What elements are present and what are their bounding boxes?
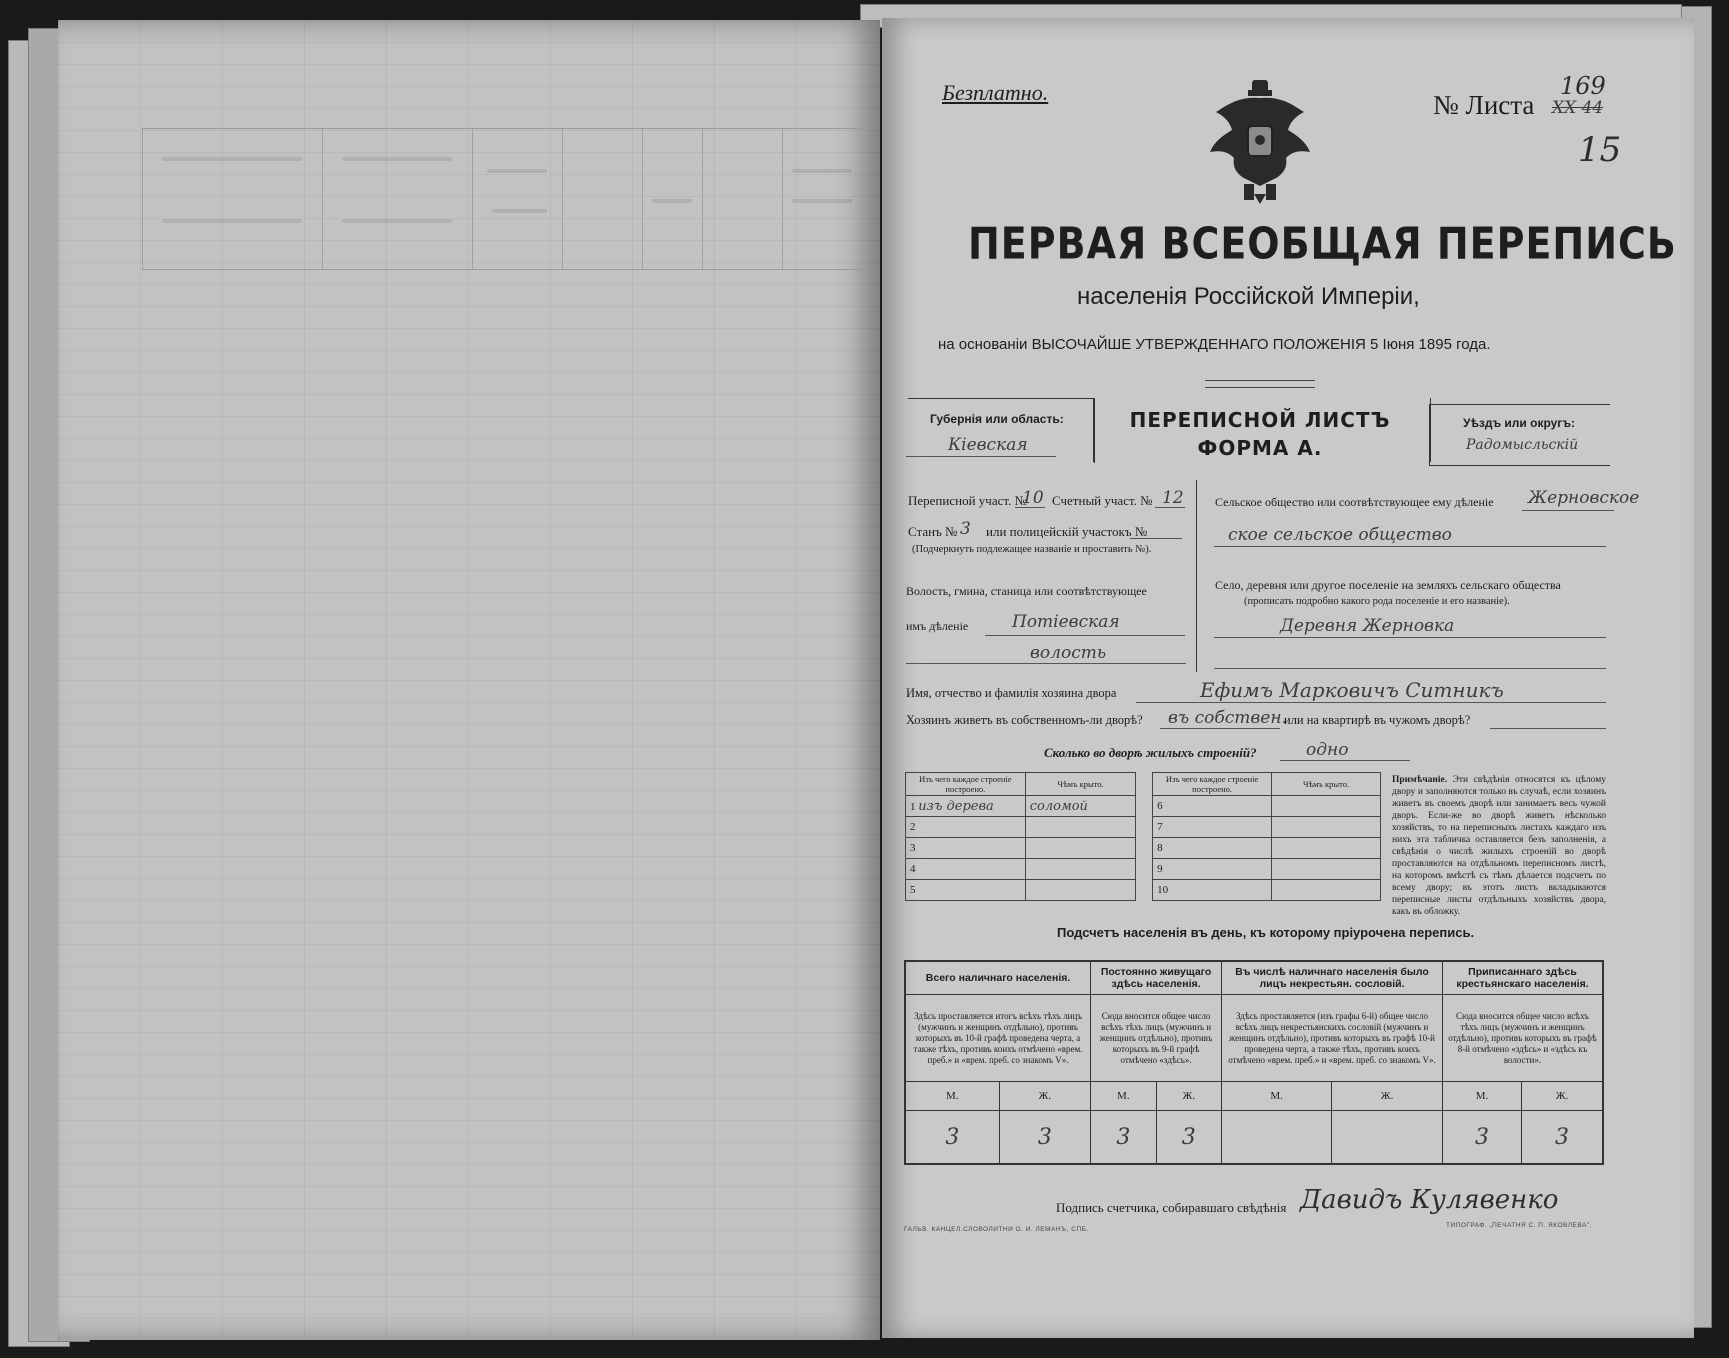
underline-note: (Подчеркнуть подлежащее названіе и проставить №). [912,544,1152,555]
perepis-uch-value: 10 [1022,488,1044,508]
note-body: Эти свѣдѣнія относятся къ цѣлому двору и заполняются только въ случаѣ, если хозяинъ живетъ въ своемъ дворѣ или занимаетъ весь чужой дворъ. Если-же во дворѣ живетъ нѣсколько хозяйствъ, то на переписныхъ листахъ каждаго изъ нихъ эта табличка оставляется безъ заполненія, а свѣдѣнія о числѣ жилыхъ строеній во дворѣ проставляются на отдѣльномъ переписномъ листѣ, на которомъ вмѣстѣ съ тѣмъ дѣлается подсчетъ по всему двору; въ этотъ листъ вкладываются переписные листы отдѣльныхъ хозяйствъ двора, какъ въ обложку. [1392,775,1606,917]
imperial-eagle-emblem [1208,76,1312,206]
signature-value: Давидъ Кулявенко [1300,1185,1559,1215]
stan-label: Станъ № [908,524,958,539]
lives-value: въ собствен. [1168,708,1287,728]
note-text [1392,774,1606,918]
stan-value: 3 [960,519,971,539]
row1-roof: соломой [1029,798,1088,814]
population-title: Подсчетъ населенія въ день, къ которому пріурочена перепись. [1057,925,1475,940]
schet-uch-label: Счетный участ. № [1052,493,1153,508]
form-title: ФОРМА А. [1197,436,1323,460]
selskoe-value: Жерновское [1528,488,1640,508]
pop-noncrestian-m [1222,1111,1332,1165]
footer-right: ТИПОГРАФ. „ПЕЧАТНЯ С. П. ЯКОВЛЕВА". [1446,1222,1592,1229]
pop-permanent-f: 3 [1156,1111,1221,1165]
buildings-col-roof-2: Чѣмъ крыто. [1272,773,1381,796]
selo-value: Деревня Жерновка [1280,616,1455,636]
left-page-table-header [142,128,867,270]
table-row: 3 8 [906,838,1381,859]
pop-permanent-m: 3 [1091,1111,1156,1165]
sheet-side-number: 15 [1578,130,1622,170]
pop-total-m: 3 [905,1111,999,1165]
guberniya-label: Губернія или область: [930,412,1064,426]
list-title: ПЕРЕПИСНОЙ ЛИСТЪ [1129,408,1391,432]
sheet-old-number-struck: XX 44 [1552,98,1604,118]
selskoe-label: Сельское общество или соотвѣтствующее ему дѣленіе [1215,495,1494,509]
table-row: 2 7 [906,817,1381,838]
perepis-uch-label: Переписной участ. № [908,493,1027,508]
owner-label: Имя, отчество и фамилія хозяина двора [906,686,1117,700]
field-divider [1196,480,1197,672]
lives-label-2: или на квартирѣ въ чужомъ дворѣ? [1284,713,1471,727]
pop-col-noncrestian: Въ числѣ наличнаго населенія было лицъ некрестьян. сословій. [1222,961,1443,995]
buildings-label: Сколько во дворѣ жилыхъ строеній? [1044,745,1257,760]
note-label: Примѣчаніе. [1392,775,1448,785]
uezd-value: Радомысльскій [1466,437,1579,453]
police-label: или полицейскій участокъ № [986,524,1148,539]
selskoe-value-2: ское сельское общество [1228,525,1452,545]
guberniya-value: Кіевская [948,435,1028,455]
left-page [58,20,880,1340]
buildings-col-roof: Чѣмъ крыто. [1025,773,1136,796]
signature-label: Подпись счетчика, собиравшаго свѣдѣнія [1056,1200,1287,1215]
pop-crestian-m: 3 [1442,1111,1521,1165]
buildings-value: одно [1306,740,1349,760]
pop-col-permanent: Постоянно живущаго здѣсь населенія. [1091,961,1222,995]
volost-value: Потіевская [1012,612,1120,632]
sheet-number-label: № Листа [1433,90,1535,120]
selo-note: (прописать подробно какого рода поселеніе и его названіе). [1244,596,1510,607]
table-row: 4 9 [906,859,1381,880]
uezd-box [1429,404,1610,466]
population-table: Всего наличнаго населенія. Постоянно живущаго здѣсь населенія. Въ числѣ наличнаго населенія было лицъ некрестьян. сословій. Приписаннаго здѣсь крестьянскаго населенія. Здѣсь проставляется итогъ всѣхъ тѣхъ лицъ (мужчинъ и женщинъ отдѣльно), противъ которыхъ въ 10-й графѣ проведена черта, а также тѣхъ, противъ коихъ отмѣчено «врем. преб.» и «врем. преб. со знакомъ V». Сюда вносится общее число всѣхъ тѣхъ лицъ (мужчинъ и женщинъ отдѣльно), противъ которыхъ въ 9-й графѣ отмѣчено «здѣсь». Здѣсь проставляется (изъ графы 6-й) общее число всѣхъ лицъ некрестьянскихъ сословій (мужчинъ и женщинъ отдѣльно), противъ которыхъ въ графѣ 10-й проведена черта, а также тѣхъ, противъ коихъ отмѣчено «врем. преб.» и «врем. преб. со знакомъ V». Сюда вносится общее число всѣхъ тѣхъ лицъ (мужчинъ и женщинъ отдѣльно), противъ которыхъ въ графѣ 8-й отмѣчено «здѣсь» и «здѣсь къ волости». М. Ж. М. Ж. М. Ж. М. Ж. 3 3 3 3 3 3 [904,960,1604,1165]
lives-label: Хозяинъ живетъ въ собственномъ-ли дворѣ? [906,713,1143,727]
owner-value: Ефимъ Марковичъ Ситникъ [1200,678,1504,702]
buildings-col-material: Изъ чего каждое строеніе построено. [906,773,1026,796]
uezd-label: Уѣздъ или округъ: [1463,416,1576,430]
row1-material: изъ дерева [918,798,994,814]
buildings-table [905,772,1381,901]
pop-col-crestian: Приписаннаго здѣсь крестьянскаго населенія. [1442,961,1603,995]
ornament-divider [1205,380,1315,388]
volost-label-2: имъ дѣленіе [906,619,969,633]
pop-noncrestian-f [1332,1111,1443,1165]
selo-label: Село, деревня или другое поселеніе на земляхъ сельскаго общества [1215,578,1561,592]
schet-uch-value: 12 [1162,488,1184,508]
volost-value-2: волость [1030,643,1107,663]
pop-col-total: Всего наличнаго населенія. [905,961,1091,995]
table-row: 1 изъ дерева соломой 6 [906,796,1381,817]
sheet-number-handwritten: 169 [1560,72,1606,100]
pop-crestian-f: 3 [1522,1111,1603,1165]
pop-total-f: 3 [999,1111,1090,1165]
volost-label: Волость, гмина, станица или соотвѣтствующее [906,584,1147,598]
footer-left: ГАЛЬВ. КАНЦЕЛ.СЛОВОЛИТНИ О. И. ЛЕМАНЪ, СПБ. [904,1226,1089,1233]
table-row: 5 10 [906,880,1381,901]
census-subtitle: населенія Россійской Имперіи, [1077,283,1420,310]
buildings-col-material-2: Изъ чего каждое строеніе построено. [1153,773,1272,796]
census-title: ПЕРВАЯ ВСЕОБЩАЯ ПЕРЕПИСЬ [968,218,1677,269]
free-label: Безплатно. [942,80,1049,105]
census-legal-basis: на основаніи ВЫСОЧАЙШЕ УТВЕРЖДЕННАГО ПОЛОЖЕНІЯ 5 Іюня 1895 года. [938,336,1491,353]
